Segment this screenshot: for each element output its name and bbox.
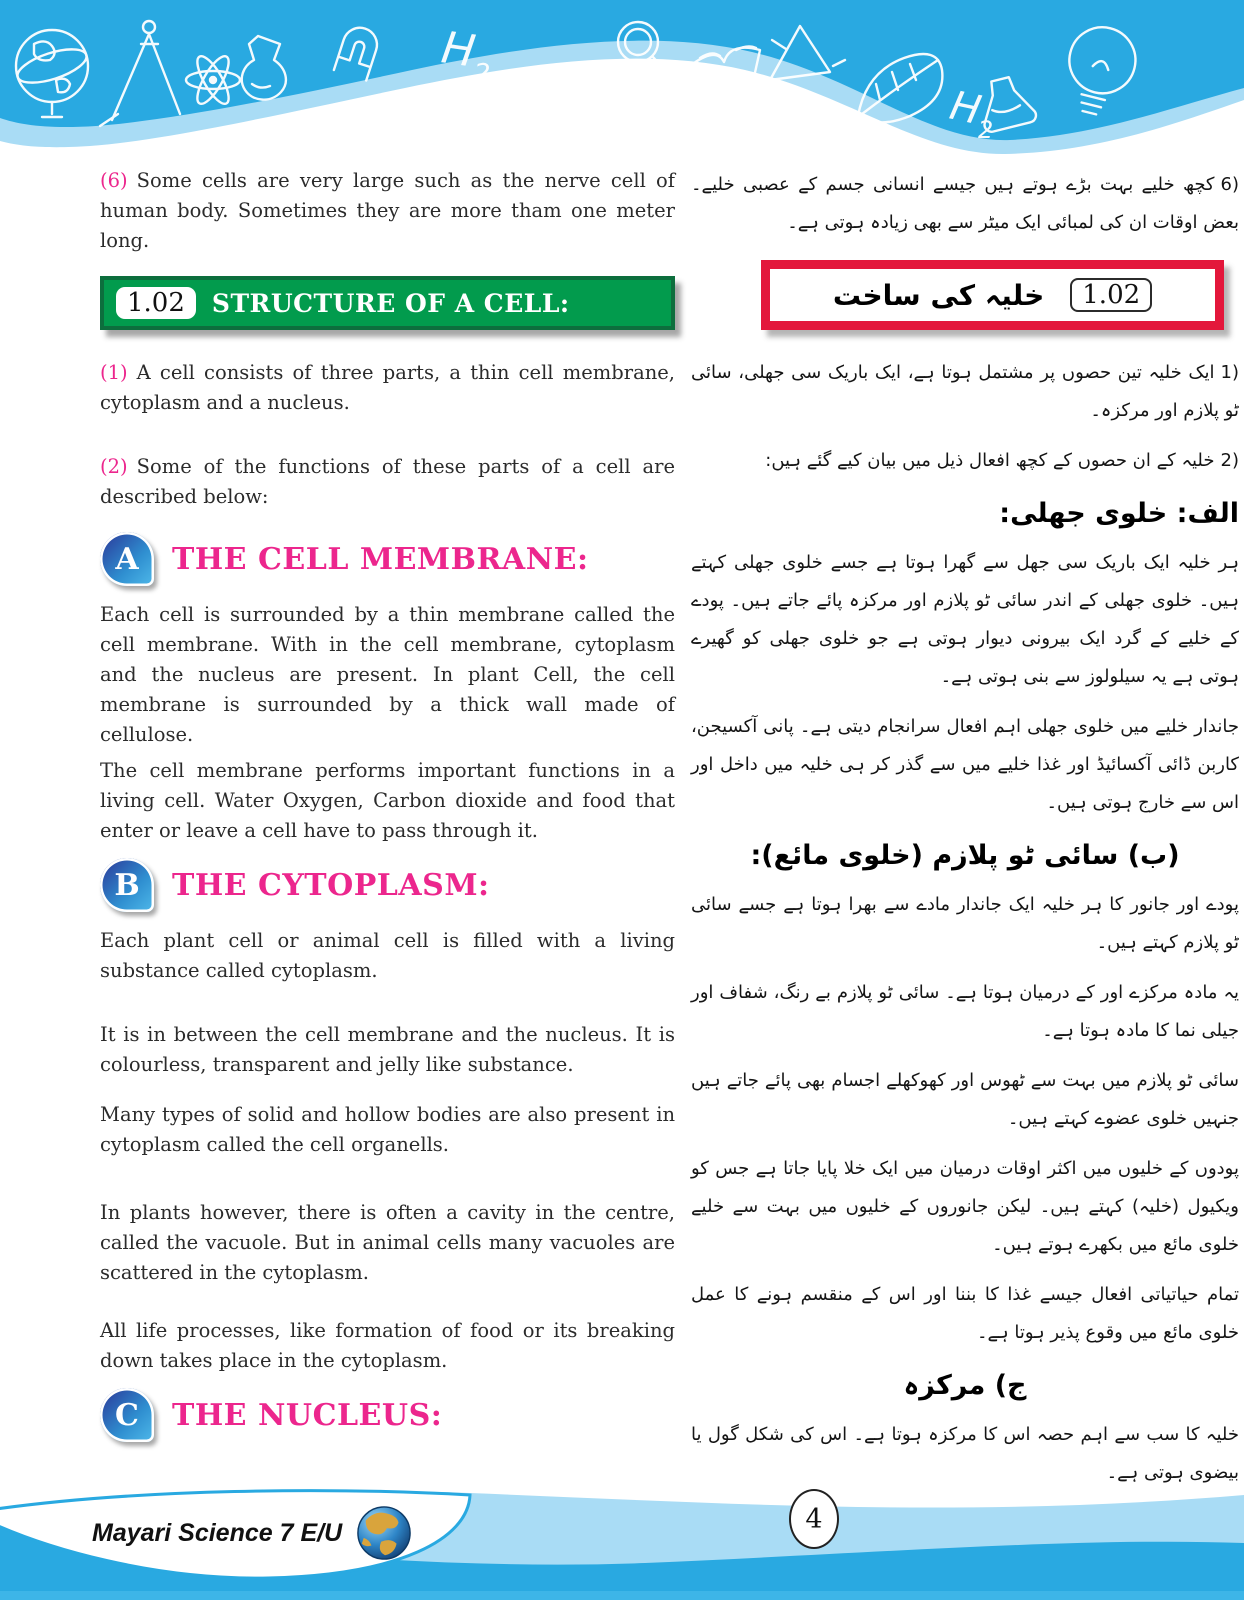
item-number: (2): [100, 455, 128, 478]
svg-text:H: H: [438, 22, 479, 78]
urdu-section-title: خلیہ کی ساخت: [832, 278, 1045, 312]
badge-c: C: [100, 1388, 154, 1442]
section-title: STRUCTURE OF A CELL:: [211, 288, 570, 318]
cell-membrane-para-1: Each cell is surrounded by a thin membrane called the cell membrane. With in the cell membrane, cytoplasm and the nucleus are present. In plant Cell, the cell membrane is surrounded by a thick wall made of cellulose.: [100, 603, 675, 746]
cytoplasm-para-1: Each plant cell or animal cell is filled with a living substance called cytoplasm.: [100, 929, 675, 982]
item-number: (6): [100, 169, 128, 192]
urdu-alif-para-1: ہر خلیہ ایک باریک سی جھل سے گھرا ہوتا ہے جسے خلوی جھلی کہتے ہیں۔ خلوی جھلی کے اندر سائی ٹو پلازم اور مرکزہ پائے جاتے ہیں۔ پودے کے خلیے کے گرد ایک بیرونی دیوار ہوتی ہے جو خلوی جھلی کو گھیرے ہوتی ہے یہ سیلولوز سے بنی ہوتی ہے۔: [691, 552, 1239, 687]
heading-nucleus: [100, 1388, 675, 1442]
heading-cell-membrane: [100, 532, 675, 586]
cytoplasm-para-2: It is in between the cell membrane and the nucleus. It is colourless, transparent and jelly like substance.: [100, 1023, 675, 1076]
globe-logo-icon: [356, 1505, 412, 1561]
item-text: کچھ خلیے بہت بڑے ہوتے ہیں جیسے انسانی جسم کے عصبی خلیے۔ بعض اوقات ان کی لمبائی ایک میٹر سے بھی زیادہ ہوتی ہے۔: [691, 174, 1239, 233]
book-title: Mayari Science 7 E/U: [92, 1518, 343, 1547]
urdu-bay-para-4: پودوں کے خلیوں میں اکثر اوقات درمیان میں ایک خلا پایا جاتا ہے جس کو ویکیول (خلیہ) کہتے ہیں۔ لیکن جانوروں کے خلیوں میں بہت سے خلیے خلوی مائع میں بکھرے ہوتے ہیں۔: [691, 1158, 1239, 1255]
urdu-bay-para-2: یہ مادہ مرکزے اور کے درمیان ہوتا ہے۔ سائی ٹو پلازم بے رنگ، شفاف اور جیلی نما کا مادہ ہوتا ہے۔: [691, 982, 1239, 1041]
header-banner: [0, 0, 1244, 160]
english-column: [100, 166, 675, 1504]
item-number: 6): [1220, 174, 1239, 195]
page-number: 4: [789, 1489, 839, 1549]
item-text: A cell consists of three parts, a thin cell membrane, cytoplasm and a nucleus.: [100, 361, 675, 414]
english-item-1: [100, 358, 675, 418]
cell-membrane-heading: THE CELL MEMBRANE:: [172, 541, 589, 577]
urdu-bay-para-3: سائی ٹو پلازم میں بہت سے ٹھوس اور کھوکھلے اجسام بھی پائے جاتے ہیں جنہیں خلوی عضوے کہتے ہیں۔: [691, 1070, 1239, 1129]
section-number-chip: 1.02: [1070, 278, 1152, 312]
cytoplasm-heading: THE CYTOPLASM:: [172, 867, 490, 903]
cell-membrane-para-2: The cell membrane performs important functions in a living cell. Water Oxygen, Carbon dioxide and food that enter or leave a cell have to pass through it.: [100, 759, 675, 842]
badge-a: A: [100, 532, 154, 586]
urdu-heading-alif: الف: خلوی جھلی:: [999, 498, 1239, 529]
section-bar-structure-of-a-cell: [100, 276, 675, 330]
item-text: Some cells are very large such as the nerve cell of human body. Sometimes they are more tham one meter long.: [100, 169, 675, 252]
cytoplasm-para-3: Many types of solid and hollow bodies are also present in cytoplasm called the cell organells.: [100, 1103, 675, 1156]
urdu-jeem-para-1: خلیہ کا سب سے اہم حصہ اس کا مرکزہ ہوتا ہے۔ اس کی شکل گول یا بیضوی ہوتی ہے۔: [691, 1424, 1239, 1483]
urdu-heading-bay: (ب) سائی ٹو پلازم (خلوی مائع):: [750, 840, 1180, 871]
urdu-bay-para-5: تمام حیاتیاتی افعال جیسے غذا کا بننا اور اس کے منقسم ہونے کا عمل خلوی مائع میں وقوع پذیر ہوتا ہے۔: [691, 1284, 1239, 1343]
item-number: 1): [1220, 362, 1239, 383]
item-number: (1): [100, 361, 128, 384]
cytoplasm-para-5: All life processes, like formation of food or its breaking down takes place in the cytoplasm.: [100, 1319, 675, 1372]
nucleus-heading: THE NUCLEUS:: [172, 1397, 443, 1433]
item-text: ایک خلیہ تین حصوں پر مشتمل ہوتا ہے، ایک باریک سی جھلی، سائی ٹو پلازم اور مرکزہ۔: [691, 362, 1239, 421]
urdu-item-2: [691, 442, 1239, 480]
heading-cytoplasm: [100, 858, 675, 912]
item-text: خلیہ کے ان حصوں کے کچھ افعال ذیل میں بیان کیے گئے ہیں:: [765, 450, 1215, 471]
english-item-2: [100, 452, 675, 512]
cytoplasm-para-4: In plants however, there is often a cavity in the centre, called the vacuole. But in animal cells many vacuoles are scattered in the cytoplasm.: [100, 1201, 675, 1284]
footer-bottom-strip: [0, 1591, 1244, 1600]
footer-brand: [92, 1502, 412, 1564]
item-number: 2): [1220, 450, 1239, 471]
badge-b: B: [100, 858, 154, 912]
svg-text:2: 2: [978, 116, 994, 144]
item-text: Some of the functions of these parts of a cell are described below:: [100, 455, 675, 508]
page-content: [0, 166, 1244, 1504]
svg-text:2: 2: [474, 59, 491, 89]
urdu-section-box: [761, 260, 1224, 330]
urdu-item-1: [691, 354, 1239, 430]
urdu-column: [691, 166, 1239, 1504]
urdu-bay-para-1: پودے اور جانور کا ہر خلیہ ایک جاندار مادے سے بھرا ہوتا ہے جسے سائی ٹو پلازم کہتے ہیں۔: [691, 894, 1239, 953]
urdu-item-6: [691, 166, 1239, 242]
section-number-chip: 1.02: [116, 287, 196, 319]
urdu-alif-para-2: جاندار خلیے میں خلوی جھلی اہم افعال سرانجام دیتی ہے۔ پانی آکسیجن، کاربن ڈائی آکسائیڈ اور غذا خلیے میں سے گذر کر ہی خلیہ میں داخل اور اس سے خارج ہوتی ہیں۔: [691, 716, 1239, 813]
english-item-6: [100, 166, 675, 256]
svg-text:H: H: [945, 82, 985, 135]
urdu-heading-jeem: ج) مرکزہ: [903, 1370, 1027, 1401]
